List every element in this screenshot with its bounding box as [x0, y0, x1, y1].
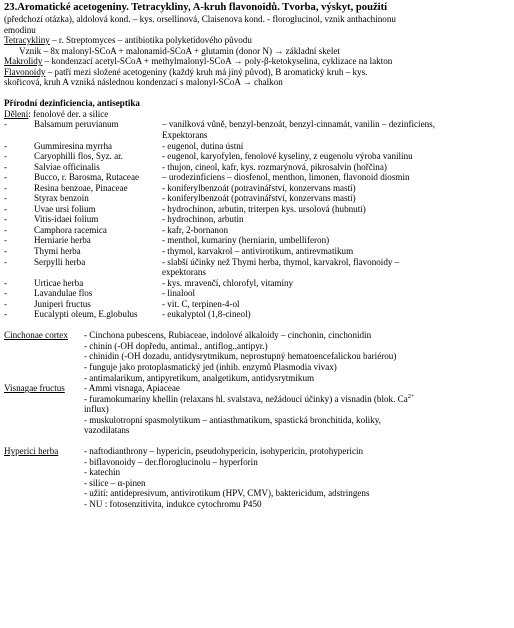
plant-name: Caryophilli flos, Syz. ar.: [34, 151, 123, 162]
cinchonae-line: - antimalarikum, antipyretikum, analgetikum, antidysrytmikum: [84, 372, 315, 383]
cinchonae-line: - funguje jako protoplasmatický jed (inhib. enzymů Plasmodia vivax): [84, 361, 337, 372]
row-dash: -: [4, 203, 8, 214]
section-23-title: 23.Aromatické acetogeniny. Tetracykliny, A-kruh flavonoidů. Tvorba, výskyt, použití: [4, 2, 388, 13]
plant-description: - koniferylbenzoát (potravinářství, konzervans mastí): [162, 193, 356, 204]
flavonoidy-text1: – patří mezi složené acetogeniny (každý kruh má jiný původ), B aromatický kruh – kys.: [45, 66, 368, 77]
section-23-intro-line1: (předchozí otázka), aldolová kond. – kys. orsellinová, Claisenova kond. - floroglucinol, vznik anthachinonu: [4, 14, 396, 24]
tetracykliny-label: Tetracykliny: [4, 35, 50, 46]
flavonoidy-line1: [4, 67, 512, 78]
row-dash: -: [4, 182, 8, 193]
dezinficiencia-row: [4, 204, 512, 215]
dezinficiencia-row: [4, 151, 512, 162]
visnagae-line: - muskulotropní spasmolytikum – antiasthmatikum, spastická bronchitida, koliky,: [84, 414, 381, 425]
plant-description: - thujon, cineol, kafr, kys. rozmarýnová, pikrosalvin (hořčina): [162, 161, 387, 172]
cinchonae-line: - Cinchona pubescens, Rubiaceae, indolové alkaloidy – cinchonin, cinchonidin: [84, 330, 372, 341]
plant-description: - kafr, 2-bornanon: [162, 224, 229, 235]
plant-description: - thymol, karvakrol – antivirotikum, antirevmatikum: [162, 245, 354, 256]
tetracykliny-text: – r. Streptomyces – antibiotika polyketidového původu: [49, 35, 252, 46]
plant-name: Urticae herba: [34, 277, 84, 288]
dezinficiencia-row: [4, 193, 512, 204]
plant-description: - linalool: [162, 288, 196, 299]
cinchonae-block: [4, 330, 512, 383]
plant-name: Serpylli herba: [34, 256, 86, 267]
tetracykliny-line: [4, 35, 512, 46]
plant-name: Gummiresina myrrha: [34, 140, 113, 151]
spacer: [4, 320, 512, 331]
visnagae-line: - furamokumariny khellin (relaxans hl. svalstava, nežádoucí účinky) a visnadin (blok. $Ca^{2+}$: [84, 393, 415, 404]
plant-description: - hydrochinon, arbutin: [162, 214, 244, 225]
row-dash: -: [4, 256, 8, 267]
row-dash: -: [4, 214, 8, 225]
document-page: [4, 2, 512, 510]
dezinficiencia-row: [4, 141, 512, 152]
plant-name: Resina benzoae, Pinaceae: [34, 182, 128, 193]
row-dash: -: [4, 193, 8, 204]
dezinficiencia-row: [4, 172, 512, 183]
cinchonae-label: Cinchonae cortex: [4, 330, 68, 341]
plant-name: Uvae ursi folium: [34, 203, 96, 214]
dezinficiencia-row: [4, 225, 512, 236]
plant-description: - koniferylbenzoát (potravinářství, konzervans mastí): [162, 182, 356, 193]
row-dash: -: [4, 140, 8, 151]
makrolidy-line: [4, 56, 512, 67]
plant-description: - slabší účinky než Thymi herba, thymol, karvakrol, flavonoidy –: [162, 256, 400, 267]
plant-name: Camphora racemica: [34, 224, 107, 235]
dezinficiencia-row: [4, 119, 512, 140]
row-dash: -: [4, 288, 8, 299]
plant-name: Eucalypti oleum, E.globulus: [34, 309, 138, 320]
plant-description: - eugenol, dutina ústní: [162, 140, 244, 151]
plant-name: Herniarie herba: [34, 235, 91, 246]
plant-description: - eukalyptol (1,8-cineol): [162, 309, 251, 320]
cinchonae-line: - chinidin (-OH dozadu, antidysrytmikum, neprostupný hematoencefalickou bariérou): [84, 351, 397, 362]
plant-name: Salviae officinalis: [34, 161, 100, 172]
spacer: [4, 88, 512, 99]
plant-description-continued: expektorans: [162, 267, 206, 278]
dezinficiencia-row: [4, 183, 512, 194]
row-dash: -: [4, 172, 8, 183]
deleni-text: : fenolové der. a silice: [28, 108, 109, 119]
hyperici-label: Hyperici herba: [4, 446, 59, 457]
visnagae-label: Visnagae fructus: [4, 383, 65, 394]
dezinficiencia-row: [4, 235, 512, 246]
plant-description: – urodezinficiens – diosfenol, menthon, limonen, flavonoid diosmin: [162, 172, 410, 183]
hyperici-line: - biflavonoidy – der.floroglucinolu – hyperforin: [84, 456, 258, 467]
deleni-label: Dělení: [4, 108, 29, 119]
visnagae-line: - Ammi visnaga, Apiaceae: [84, 383, 180, 394]
flavonoidy-label: Flavonoidy: [4, 66, 46, 77]
hyperici-block: [4, 446, 512, 509]
plant-description: - menthol, kumariny (herniarin, umbelliferon): [162, 235, 330, 246]
spacer: [4, 436, 512, 447]
plant-name: Bucco, r. Barosma, Rutaceae: [34, 172, 140, 183]
dezinficiencia-list: [4, 119, 512, 319]
visnagae-superscript: 2+: [407, 393, 415, 400]
hyperici-line: - katechin: [84, 467, 121, 478]
visnagae-block: [4, 383, 512, 436]
dezinficiencia-row: [4, 214, 512, 225]
plant-name: Vitis-idaei folium: [34, 214, 99, 225]
dezinficiencia-row: [4, 299, 512, 310]
hyperici-line: - naftodianthrony – hypericin, pseudohypericin, isohypericin, protohypericin: [84, 446, 364, 457]
hyperici-line: - silice – α-pinen: [84, 477, 146, 488]
row-dash: -: [4, 151, 8, 162]
visnagae-line: influx): [84, 404, 109, 415]
makrolidy-label: Makrolidy: [4, 56, 43, 67]
row-dash: -: [4, 224, 8, 235]
deleni-line: [4, 109, 512, 120]
plant-description-continued: Expektorans: [162, 129, 208, 140]
row-dash: -: [4, 298, 8, 309]
row-dash: -: [4, 245, 8, 256]
hyperici-line: - užití: antidepresivum, antivirotikum (HPV, CMV), baktericidum, adstringens: [84, 488, 370, 499]
row-dash: -: [4, 309, 8, 320]
flavonoidy-line2: skořicová, kruh A vzniká následnou kondenzací s malonyl-SCoA → chalkon: [4, 77, 283, 88]
row-dash: -: [4, 235, 8, 246]
plant-description: - hydrochinon, arbutin, triterpen kys. ursolová (hubnutí): [162, 203, 366, 214]
cinchonae-line: - chinin (-OH dopředu, antimal., antiflog.,antipyr.): [84, 340, 268, 351]
plant-name: Juniperi fructus: [34, 298, 91, 309]
row-dash: -: [4, 277, 8, 288]
plant-name: Balsamum peruvianum: [34, 119, 119, 130]
dezinficiencia-row: [4, 162, 512, 173]
dezinficiencia-title: Přírodní dezinficiencia, antiseptika: [4, 98, 140, 109]
dezinficiencia-row: [4, 257, 512, 278]
dezinficiencia-row: [4, 278, 512, 289]
plant-name: Thymi herba: [34, 245, 81, 256]
tetracykliny-vznik: Vznik – 8x malonyl-SCoA + malonamid-SCoA + glutamin (donor N) → základní skelet: [19, 45, 340, 56]
visnagae-line: vazodilatans: [84, 425, 130, 436]
plant-description: – vanilková vůně, benzyl-benzoát, benzyl-cinnamát, vanilin – dezinficiens,: [162, 119, 435, 130]
dezinficiencia-row: [4, 309, 512, 320]
plant-description: - vit. C, terpinen-4-ol: [162, 298, 240, 309]
dezinficiencia-row: [4, 246, 512, 257]
section-23-intro-line2: emodinu: [4, 24, 36, 35]
plant-name: Lavandulae flos: [34, 288, 93, 299]
row-dash: -: [4, 119, 8, 130]
row-dash: -: [4, 161, 8, 172]
dezinficiencia-row: [4, 288, 512, 299]
plant-description: - eugenol, karyofylen, fenolové kyseliny, z eugenolu výroba vanilinu: [162, 151, 413, 162]
makrolidy-text: – kondenzací acetyl-SCoA + methylmalonyl-SCoA → poly-β-ketokyselina, cyklizace na lakton: [42, 56, 393, 67]
plant-description: - kys. mravenčí, chlorofyl, vitamíny: [162, 277, 294, 288]
plant-name: Styrax benzoin: [34, 193, 89, 204]
hyperici-line: - NU : fotosenzitivita, indukce cytochromu P450: [84, 499, 262, 510]
